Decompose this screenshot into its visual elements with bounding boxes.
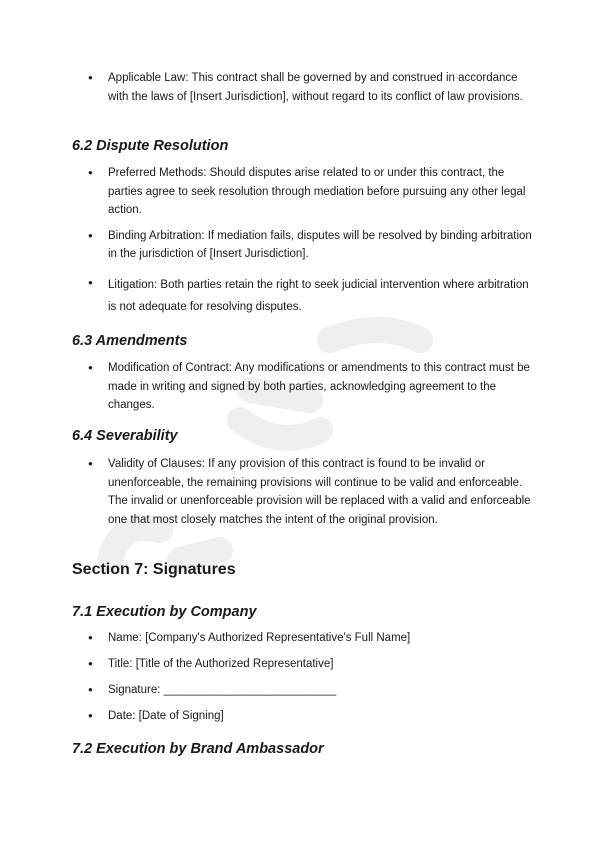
heading-section-7: Section 7: Signatures (72, 561, 236, 578)
list-item-date: ● Date: [Date of Signing] (72, 707, 532, 726)
section-6-2-list (72, 164, 532, 318)
section-6-4-list (72, 455, 532, 529)
list-item-litigation: ● Litigation: Both parties retain the right to seek judicial intervention where arbitration is not adequate for resolving disputes. (72, 274, 532, 318)
list-item-modification: ● Modification of Contract: Any modifications or amendments to this contract must be made in writing and signed by both parties, acknowledging agreement to the changes. (72, 359, 532, 415)
section-6-3-list (72, 359, 532, 415)
list-item-validity: ● Validity of Clauses: If any provision of this contract is found to be invalid or unenforceable, the remaining provisions will continue to be valid and enforceable. The invalid or unenforceable provision will be replaced with a valid and enforceable one that most closely matches the intent of the original provision. (72, 455, 532, 529)
heading-6-2: 6.2 Dispute Resolution (72, 138, 229, 154)
list-item-binding-arbitration: ● Binding Arbitration: If mediation fails, disputes will be resolved by binding arbitration in the jurisdiction of [Insert Jurisdiction]. (72, 227, 532, 264)
heading-7-1: 7.1 Execution by Company (72, 604, 257, 620)
heading-6-3: 6.3 Amendments (72, 333, 188, 349)
heading-6-4: 6.4 Severability (72, 428, 178, 444)
list-item-applicable-law: ● Applicable Law: This contract shall be governed by and construed in accordance with the laws of [Insert Jurisdiction], without regard to its conflict of law provisions. (72, 69, 532, 106)
list-item-title: ● Title: [Title of the Authorized Representative] (72, 655, 532, 674)
heading-7-2: 7.2 Execution by Brand Ambassador (72, 741, 324, 757)
list-item-name: ● Name: [Company's Authorized Representative's Full Name] (72, 629, 532, 648)
section-7-1-list (72, 629, 532, 726)
section-6-1-list (72, 69, 532, 106)
list-item-preferred-methods: ● Preferred Methods: Should disputes arise related to or under this contract, the parties agree to seek resolution through mediation before pursuing any other legal action. (72, 164, 532, 220)
list-item-signature: ● Signature: ___________________________ (72, 681, 532, 700)
